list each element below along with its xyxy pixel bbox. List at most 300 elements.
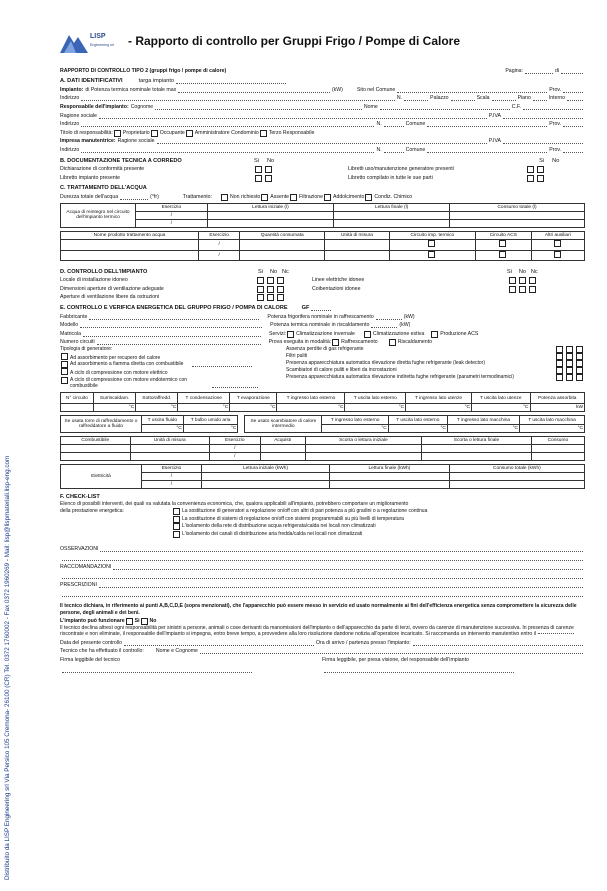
table-cell[interactable]: [345, 404, 406, 412]
d-nc-h2: Nc: [530, 268, 538, 275]
table-checkbox[interactable]: [554, 251, 561, 258]
proprietario-checkbox[interactable]: [114, 130, 121, 137]
tratt-opt-3: Filtrazione: [299, 193, 323, 200]
di-field[interactable]: [561, 72, 583, 74]
table-cell[interactable]: [207, 219, 333, 227]
tecnico-row: [60, 647, 585, 656]
table-checkbox[interactable]: [428, 251, 435, 258]
t6-h0: Esercizio: [142, 465, 202, 473]
matricola-label: Matricola: [60, 330, 82, 337]
table-cell[interactable]: /: [136, 219, 208, 227]
e-row-4: [60, 338, 585, 347]
table-cell[interactable]: /: [142, 481, 202, 489]
ncircuiti-field[interactable]: [97, 343, 261, 345]
b-d4-si[interactable]: [527, 175, 534, 182]
table-cell[interactable]: [422, 445, 531, 453]
table-cell[interactable]: [230, 404, 277, 412]
c1-label: Assenza perdite di gas refrigerante: [286, 346, 364, 353]
t3-h2: Sottoraffredd.: [136, 393, 178, 404]
t6-h1: Lettura iniziale (kWh): [201, 465, 329, 473]
table-cell[interactable]: /: [198, 239, 239, 250]
table-cell[interactable]: [389, 250, 475, 261]
table-cell[interactable]: [475, 250, 531, 261]
c3-no[interactable]: [566, 360, 573, 367]
table-cell[interactable]: [450, 219, 585, 227]
unit-c: °C: [128, 405, 135, 411]
doc-heading-row: [60, 66, 585, 75]
table-checkbox[interactable]: [554, 240, 561, 247]
table-cell[interactable]: [178, 404, 230, 412]
gf-label: GF: [301, 305, 310, 312]
c1-si[interactable]: [556, 346, 563, 353]
unit-kw: kW: [576, 405, 583, 411]
osservazioni-row-2: [60, 553, 585, 562]
unit-c: °C: [398, 405, 405, 411]
palazzo-field[interactable]: [451, 99, 475, 101]
table-cell[interactable]: [61, 239, 199, 250]
g3-checkbox[interactable]: [61, 368, 68, 375]
nomecog-label: Nome e Cognome: [155, 648, 198, 655]
durezza-field[interactable]: [120, 198, 148, 200]
t3-h0: N° circuito: [61, 393, 94, 404]
t4-h3: T uscita lato macchina: [520, 416, 585, 425]
comune-field[interactable]: [427, 125, 547, 127]
table-cell[interactable]: [130, 445, 209, 453]
raccomandazioni-label: RACCOMANDAZIONI: [60, 564, 112, 571]
piano-field[interactable]: [533, 99, 547, 101]
t5-h5: Scorta o lettura finale: [422, 437, 531, 445]
table-cell[interactable]: [531, 250, 584, 261]
table-cell[interactable]: [201, 473, 329, 481]
report-page: [60, 28, 585, 674]
t3-h9: Potenza assorbita: [530, 393, 585, 404]
b-d2-si[interactable]: [255, 175, 262, 182]
d-r3-nc[interactable]: [277, 294, 284, 301]
b-d1-si[interactable]: [255, 166, 262, 173]
table-cell[interactable]: [325, 239, 390, 250]
n2-field[interactable]: [384, 125, 404, 127]
prov-label: Prov.: [549, 86, 561, 93]
impresa-row: [60, 137, 585, 146]
table-cell[interactable]: [201, 481, 329, 489]
doc-heading: RAPPORTO DI CONTROLLO TIPO 2 (gruppi frigo / pompe di calore): [60, 67, 227, 74]
n-field[interactable]: [404, 99, 428, 101]
indirizzo2-row: [60, 120, 585, 129]
n3-field[interactable]: [384, 151, 404, 153]
pagina-label: Pagina:: [505, 67, 523, 74]
d-si-h2: Si: [506, 268, 512, 275]
ncircuiti-label: Numero circuiti: [60, 339, 95, 346]
page-title: - Rapporto di controllo per Gruppi Frigo / Pompe di Calore: [128, 34, 461, 48]
pot-risc-field[interactable]: [371, 326, 397, 328]
g3-label: A ciclo di compressione con motore elettrico: [70, 370, 168, 377]
pot-raff-field[interactable]: [376, 318, 402, 320]
header: [60, 28, 585, 54]
table-cell[interactable]: [475, 239, 531, 250]
table-cell[interactable]: [305, 445, 422, 453]
durezza-label: Durezza totale dell'acqua: [60, 193, 119, 200]
cognome-field[interactable]: [155, 108, 362, 110]
table-cell[interactable]: [531, 453, 584, 461]
table-cell[interactable]: [388, 425, 447, 433]
indirizzo3-row: [60, 145, 585, 154]
b-si-header-2: Si: [539, 157, 545, 164]
table-cell[interactable]: [330, 481, 450, 489]
c3-si[interactable]: [556, 360, 563, 367]
d-r5-si[interactable]: [509, 286, 516, 293]
tratt-opt-5: Condiz. Chimico: [374, 193, 413, 200]
raccomandazioni-row-2: [60, 571, 585, 580]
indirizzo-row: [60, 94, 585, 103]
c4-nc[interactable]: [576, 367, 583, 374]
b-d4-no[interactable]: [537, 175, 544, 182]
tratt-opt-5-checkbox[interactable]: [365, 194, 372, 201]
data-row: [60, 638, 585, 647]
d-r3-si[interactable]: [257, 294, 264, 301]
piva2-field[interactable]: [503, 142, 583, 144]
table-cell[interactable]: [260, 445, 305, 453]
data-label: Data del presente controllo: [60, 639, 122, 646]
chk2-checkbox[interactable]: [173, 516, 180, 523]
d-no-h: No: [270, 268, 278, 275]
checklist-item-4: [172, 530, 585, 538]
table-cell[interactable]: /: [209, 445, 260, 453]
indirizzo-field[interactable]: [81, 99, 395, 101]
table-cell[interactable]: [322, 425, 388, 433]
indirizzo2-field[interactable]: [81, 125, 374, 127]
occupante-label: Occupante: [159, 129, 185, 136]
m2-checkbox[interactable]: [389, 339, 396, 346]
d-r1-no[interactable]: [267, 277, 274, 284]
c1-nc[interactable]: [576, 346, 583, 353]
g2-label: Ad assorbimento a fiamma diretta con combustibile: [70, 361, 184, 368]
section-b-label: B. DOCUMENTAZIONE TECNICA A CORREDO: [60, 157, 182, 164]
d-r5-no[interactable]: [519, 286, 526, 293]
sito-field[interactable]: [397, 91, 547, 93]
g4-field[interactable]: [212, 386, 258, 388]
nome-field[interactable]: [380, 108, 510, 110]
table-cell[interactable]: [305, 453, 422, 461]
prov3-label: Prov.: [549, 146, 561, 153]
pot-risc-label: Potenza termica nominale in riscaldamento: [270, 322, 370, 329]
d-r4-si[interactable]: [509, 277, 516, 284]
g1-label: Ad assorbimento per recupero del calore: [70, 354, 161, 361]
table-cell[interactable]: /: [209, 453, 260, 461]
t3-h1: Surriscaldam.: [93, 393, 136, 404]
amministratore-label: Amministratore Condominio: [194, 129, 259, 136]
prescrizioni-label: PRESCRIZIONI: [60, 582, 97, 589]
checks-col: [286, 346, 585, 389]
d-r3-no[interactable]: [267, 294, 274, 301]
s1-checkbox[interactable]: [287, 331, 294, 338]
unit-c: °C: [176, 426, 182, 432]
t5-h6: Consumo: [531, 437, 584, 445]
t1-h1: Esercizio: [136, 203, 208, 211]
table-cell[interactable]: /: [136, 211, 208, 219]
occupante-checkbox[interactable]: [151, 130, 158, 137]
intervento-entro-field[interactable]: [538, 632, 574, 634]
ragione2-field[interactable]: [157, 142, 487, 144]
osservazioni-field-2[interactable]: [62, 559, 583, 561]
s2-checkbox[interactable]: [364, 331, 371, 338]
table-cell[interactable]: [240, 250, 325, 261]
puo-no-checkbox[interactable]: [141, 618, 148, 625]
g4-checkbox[interactable]: [61, 377, 68, 384]
c4-label: Scambiatori di calore puliti e liberi da incrostazioni: [286, 367, 397, 374]
table-cell[interactable]: [450, 211, 585, 219]
table-cell[interactable]: [406, 404, 472, 412]
table-cell[interactable]: [183, 425, 238, 433]
chk1-checkbox[interactable]: [173, 508, 180, 515]
table-cell[interactable]: [93, 404, 136, 412]
table-cell[interactable]: [61, 404, 94, 412]
table-cell[interactable]: [530, 404, 585, 412]
c2-no[interactable]: [566, 353, 573, 360]
table-cell[interactable]: [471, 404, 530, 412]
table-cell[interactable]: [260, 453, 305, 461]
indirizzo2-label: Indirizzo: [60, 121, 80, 128]
c3-nc[interactable]: [576, 360, 583, 367]
chk3-label: L'isolamento della rete di distribuzione acqua refrigerata/calda nei locali non climatizzati: [182, 523, 376, 530]
t2-h6: Altri ausiliari: [531, 231, 584, 239]
s3-checkbox[interactable]: [431, 331, 438, 338]
targa-label: targa impianto: [138, 78, 175, 85]
table-cell[interactable]: [389, 239, 475, 250]
d-row-1: [60, 276, 585, 285]
b-d4-label: Libretto compilato in tutte le sue parti: [348, 174, 433, 181]
prescrizioni-row: [60, 580, 585, 589]
terzo-label: Terzo Responsabile: [268, 129, 315, 136]
t1-h3: Lettura finale (l): [334, 203, 450, 211]
servizi-label: Servizi:: [269, 330, 287, 337]
tecnico-field[interactable]: [200, 652, 583, 654]
table-cell[interactable]: [61, 445, 131, 453]
m1-checkbox[interactable]: [332, 339, 339, 346]
c4-no[interactable]: [566, 367, 573, 374]
trattamento-label: Trattamento:: [182, 193, 213, 200]
titolo-row: [60, 128, 585, 137]
unit-c: °C: [523, 405, 529, 411]
table-checkbox[interactable]: [499, 251, 506, 258]
d-r2-no[interactable]: [267, 286, 274, 293]
impresa-label: Impresa manutentrice:: [60, 138, 116, 145]
chk1-label: La sostituzione di generatori a regolazione on/off con altri di pari potenza a più gradini o a regolazione continua: [182, 508, 428, 515]
t6-h3: Consumo totale (kWh): [449, 465, 584, 473]
b-d3-si[interactable]: [527, 166, 534, 173]
declina-label: Il tecnico declina altresì ogni responsabilità per sinistri a persone, animali o cose derivanti da manomissioni dell'impianto o dell'apparecchio da parte di terzi, ovvero da carenze di manutenzione successiva. In presenza di carenze riscontrate e non eliminate, il responsabile dell'impianto si impegna, entro breve tempo, a provvedere alla loro risoluzione dandone notizia all'operatore incaricato. Si raccomanda un intervento manutentivo entro il: [60, 624, 574, 638]
section-b-title: [60, 156, 585, 165]
firma-responsabile-label: Firma leggibile, per presa visione, del responsabile dell'impianto: [322, 656, 469, 663]
d-no-h2: No: [518, 268, 526, 275]
puo-label: L'impianto può funzionare: [60, 617, 125, 624]
combustibile-table: [60, 436, 585, 461]
prov2-field[interactable]: [563, 125, 583, 127]
raccomandazioni-field[interactable]: [113, 568, 583, 570]
table-cell[interactable]: [330, 473, 450, 481]
d-r1-nc[interactable]: [277, 277, 284, 284]
scala-field[interactable]: [492, 99, 516, 101]
t3-h3: T condensazione: [178, 393, 230, 404]
g2-field[interactable]: [192, 365, 252, 367]
durezza-row: [60, 192, 585, 201]
firma-responsabile-field[interactable]: [324, 671, 514, 673]
prescrizioni-field[interactable]: [99, 586, 583, 588]
t4-bulbo: T bulbo umido aria: [183, 416, 238, 425]
n-label: N.: [396, 95, 403, 102]
responsabile-label: Responsabile dell'impianto:: [60, 103, 129, 110]
comune3-field[interactable]: [427, 151, 547, 153]
tratt-opt-3-checkbox[interactable]: [290, 194, 297, 201]
table-cell[interactable]: [531, 445, 584, 453]
proprietario-label: Proprietario: [122, 129, 150, 136]
table-cell[interactable]: [447, 425, 519, 433]
d-r2-si[interactable]: [257, 286, 264, 293]
unit-c: °C: [440, 426, 446, 432]
ora-label: Ora di arrivo / partenza presso l'impianto:: [316, 639, 411, 646]
indirizzo3-field[interactable]: [81, 151, 374, 153]
fabbricante-field[interactable]: [89, 318, 259, 320]
t2-h0: Nome prodotto trattamento acqua: [61, 231, 199, 239]
table-cell[interactable]: [449, 481, 584, 489]
table-cell[interactable]: /: [142, 473, 202, 481]
ragione-field[interactable]: [99, 117, 487, 119]
table-cell[interactable]: [449, 473, 584, 481]
e-row-1: [60, 312, 585, 321]
table-checkbox[interactable]: [499, 240, 506, 247]
gf-field[interactable]: [311, 309, 331, 311]
d-r5-nc[interactable]: [529, 286, 536, 293]
table-checkbox[interactable]: [428, 240, 435, 247]
matricola-field[interactable]: [83, 335, 261, 337]
b-d3-no[interactable]: [537, 166, 544, 173]
table-cell[interactable]: [240, 239, 325, 250]
t3-h8: T uscita lato utenze: [471, 393, 530, 404]
piva-label: P.IVA: [488, 112, 501, 119]
table-cell[interactable]: [277, 404, 345, 412]
palazzo-label: Palazzo: [430, 95, 449, 102]
terzo-checkbox[interactable]: [260, 130, 267, 137]
c1-no[interactable]: [566, 346, 573, 353]
impianto-label: Impianto:: [60, 86, 84, 93]
prov-field[interactable]: [563, 91, 583, 93]
s3-label: Produzione ACS: [440, 330, 479, 337]
chk3-checkbox[interactable]: [173, 523, 180, 530]
unit-c: °C: [222, 405, 229, 411]
table-cell[interactable]: [531, 239, 584, 250]
t3-h5: T ingresso lato esterno: [277, 393, 345, 404]
fabbricante-label: Fabbricante: [60, 313, 88, 320]
table-cell[interactable]: [207, 211, 333, 219]
puo-si-label: Si: [134, 617, 140, 624]
ora-field[interactable]: [413, 644, 583, 646]
c2-si[interactable]: [556, 353, 563, 360]
b-no-header-2: No: [552, 157, 560, 164]
tratt-opt-1-checkbox[interactable]: [221, 194, 228, 201]
modello-field[interactable]: [80, 326, 262, 328]
interno-field[interactable]: [567, 99, 583, 101]
table-cell[interactable]: [61, 250, 199, 261]
amministratore-checkbox[interactable]: [186, 130, 193, 137]
chk4-checkbox[interactable]: [173, 531, 180, 538]
raccomandazioni-field-2[interactable]: [62, 577, 583, 579]
table-cell[interactable]: [61, 453, 131, 461]
ragione-label: Ragione sociale: [60, 112, 97, 119]
comune3-label: Comune: [405, 146, 426, 153]
section-a-label: A. DATI IDENTIFICATIVI: [60, 78, 123, 85]
t5-h0: Combustibile: [61, 437, 131, 445]
table-cell[interactable]: /: [198, 250, 239, 261]
d-r1-si[interactable]: [257, 277, 264, 284]
g4-label: A ciclo di compressione con motore endotermico con combustibile: [70, 376, 188, 390]
table-cell[interactable]: [130, 453, 209, 461]
section-e-title: [60, 303, 585, 312]
tratt-opt-4-checkbox[interactable]: [324, 194, 331, 201]
b-d2-no[interactable]: [265, 175, 272, 182]
c4-si[interactable]: [556, 367, 563, 374]
t2-h3: Unità di misura: [325, 231, 390, 239]
c5-label: Presenza apparecchiatura automatica rilevazione indiretta fughe refrigerante (parametri termodinamici): [286, 374, 514, 381]
table-cell[interactable]: [325, 250, 390, 261]
pagina-field[interactable]: [525, 72, 553, 74]
checklist-intro2: della prestazione energetica:: [60, 508, 124, 515]
targa-field[interactable]: [176, 82, 286, 84]
table-cell[interactable]: [422, 453, 531, 461]
b-no-header: No: [267, 157, 275, 164]
d-r2-nc[interactable]: [277, 286, 284, 293]
table-cell[interactable]: [520, 425, 585, 433]
firma-tecnico-field[interactable]: [62, 671, 252, 673]
c2-nc[interactable]: [576, 353, 583, 360]
d-r4-nc[interactable]: [529, 277, 536, 284]
d-r4-no[interactable]: [519, 277, 526, 284]
prescrizioni-field-2[interactable]: [62, 595, 583, 597]
d-r5-label: Coibentazioni idonee: [312, 285, 361, 292]
b-row-2: [60, 173, 585, 182]
prescrizioni-row-2: [60, 589, 585, 598]
checklist-item-3: [172, 523, 585, 531]
pot-raff-label: Potenza frigorifera nominale in raffrescamento: [267, 313, 374, 320]
g2-checkbox[interactable]: [61, 361, 68, 368]
t5-h2: Esercizio: [209, 437, 260, 445]
b-d1-label: Dichiarazione di conformità presente: [60, 166, 145, 173]
tratt-opt-2-checkbox[interactable]: [261, 194, 268, 201]
torre-label: Se usata torre di raffreddamento o raffreddatore a fluido: [61, 416, 142, 433]
t4-fluido: T uscita fluido: [142, 416, 184, 425]
logo-subtext: Engineering srl: [90, 43, 114, 47]
puo-si-checkbox[interactable]: [126, 618, 133, 625]
kw-risc-label: (kW): [399, 322, 411, 329]
c5-no[interactable]: [566, 374, 573, 381]
potenza-field[interactable]: [178, 91, 330, 93]
cf-field[interactable]: [523, 108, 583, 110]
c5-nc[interactable]: [576, 374, 583, 381]
osservazioni-field[interactable]: [100, 550, 583, 552]
g1-checkbox[interactable]: [61, 353, 68, 360]
s2-label: Climatizzazione estiva: [372, 330, 425, 337]
unit-c: °C: [464, 405, 470, 411]
b-d1-no[interactable]: [265, 166, 272, 173]
piva-field[interactable]: [503, 117, 583, 119]
e-row-2: [60, 321, 585, 330]
c5-si[interactable]: [556, 374, 563, 381]
table-cell[interactable]: [334, 219, 450, 227]
table-cell[interactable]: [334, 211, 450, 219]
table-cell[interactable]: [136, 404, 178, 412]
data-field[interactable]: [124, 644, 314, 646]
t3-h4: T evaporazione: [230, 393, 277, 404]
prov3-field[interactable]: [563, 151, 583, 153]
table-cell[interactable]: [142, 425, 184, 433]
